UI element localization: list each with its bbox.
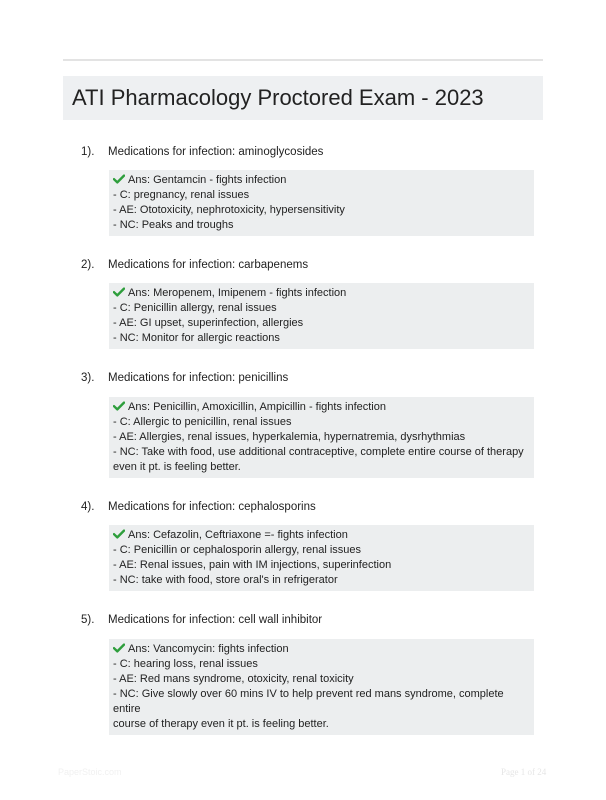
question-text: Medications for infection: carbapenems (108, 259, 309, 271)
detail-line: even it pt. is feeling better. (113, 461, 241, 473)
answer-line (113, 286, 526, 301)
question-number: 5). (81, 614, 95, 626)
answer-line (113, 400, 526, 415)
checkmark-icon (113, 643, 125, 653)
detail-line: - AE: Red mans syndrome, otoxicity, renal toxicity (113, 673, 354, 685)
question-number: 4). (81, 501, 95, 513)
answer-text: Ans: Gentamcin - fights infection (128, 174, 287, 186)
page-number: Page 1 of 24 (501, 767, 547, 777)
detail-line: course of therapy even it pt. is feeling better. (113, 718, 329, 730)
answer-block (109, 170, 534, 236)
detail-line: - C: Allergic to penicillin, renal issues (113, 416, 292, 428)
detail-line: - AE: GI upset, superinfection, allergies (113, 317, 304, 329)
answer-text: Ans: Penicillin, Amoxicillin, Ampicillin - fights infection (128, 401, 386, 413)
detail-line: - C: pregnancy, renal issues (113, 189, 250, 201)
detail-line: - C: Penicillin or cephalosporin allergy, renal issues (113, 544, 362, 556)
question-text: Medications for infection: aminoglycosides (108, 146, 324, 158)
question-text: Medications for infection: penicillins (108, 372, 289, 384)
detail-line: - C: hearing loss, renal issues (113, 658, 258, 670)
detail-line: - NC: take with food, store oral's in refrigerator (113, 574, 338, 586)
answer-line (113, 173, 526, 188)
checkmark-icon (113, 287, 125, 297)
answer-line (113, 642, 526, 657)
page-title: ATI Pharmacology Proctored Exam - 2023 (72, 85, 484, 110)
question-number: 3). (81, 372, 95, 384)
top-divider (63, 59, 543, 61)
detail-line: - NC: Take with food, use additional contraceptive, complete entire course of therapy (113, 446, 524, 458)
detail-line: - NC: Peaks and troughs (113, 219, 234, 231)
checkmark-icon (113, 529, 125, 539)
answer-block (109, 283, 534, 349)
detail-line: - NC: Monitor for allergic reactions (113, 332, 280, 344)
answer-block (109, 397, 534, 478)
detail-line: - NC: Give slowly over 60 mins IV to help prevent red mans syndrome, complete entire (113, 688, 504, 715)
answer-text: Ans: Meropenem, Imipenem - fights infection (128, 287, 347, 299)
question-number: 2). (81, 259, 95, 271)
checkmark-icon (113, 401, 125, 411)
answer-text: Ans: Cefazolin, Ceftriaxone =- fights infection (128, 529, 348, 541)
answer-block (109, 525, 534, 591)
question-text: Medications for infection: cephalosporins (108, 501, 316, 513)
detail-line: - AE: Allergies, renal issues, hyperkalemia, hypernatremia, dysrhythmias (113, 431, 466, 443)
answer-line (113, 528, 526, 543)
detail-line: - AE: Renal issues, pain with IM injections, superinfection (113, 559, 392, 571)
detail-line: - C: Penicillin allergy, renal issues (113, 302, 277, 314)
answer-text: Ans: Vancomycin: fights infection (128, 643, 289, 655)
question-text: Medications for infection: cell wall inhibitor (108, 614, 323, 626)
answer-block (109, 639, 534, 735)
footer-watermark: PaperStoic.com (58, 767, 122, 777)
question-number: 1). (81, 146, 95, 158)
checkmark-icon (113, 174, 125, 184)
title-banner (63, 76, 543, 120)
detail-line: - AE: Ototoxicity, nephrotoxicity, hypersensitivity (113, 204, 345, 216)
